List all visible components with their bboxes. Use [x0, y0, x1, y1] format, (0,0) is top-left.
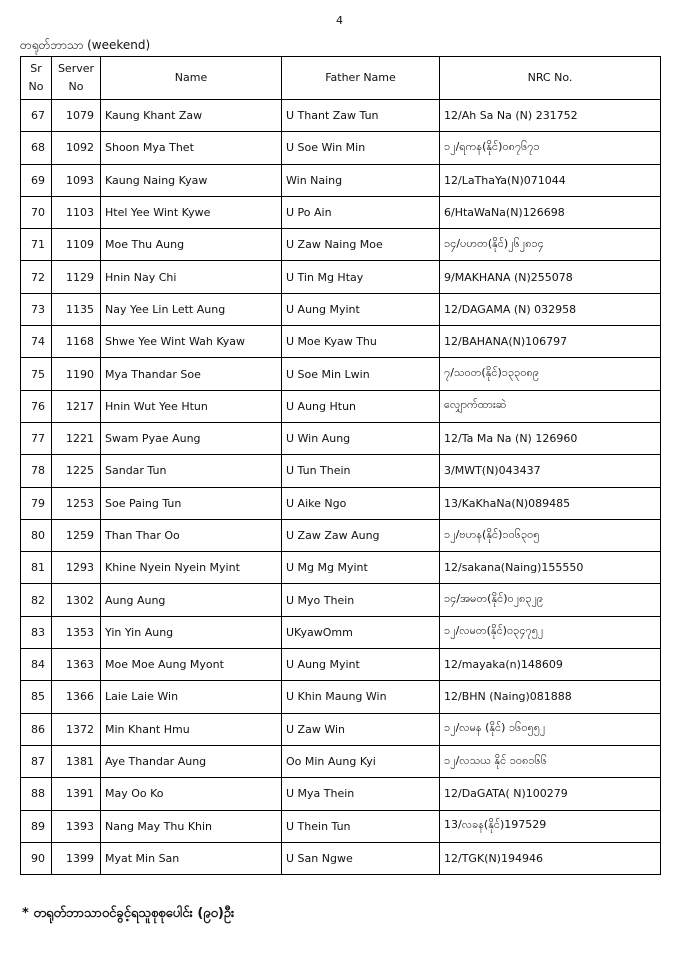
cell-father-name: U San Ngwe: [282, 842, 440, 874]
cell-father-name: U Tun Thein: [282, 455, 440, 487]
candidate-table: [20, 56, 661, 875]
cell-sr-no: 85: [21, 681, 52, 713]
table-row: [21, 390, 661, 422]
cell-server-no: 1399: [52, 842, 101, 874]
cell-nrc-no: ၇/သဝတ(နိုင်)၁၃၃၀၈၉: [440, 358, 661, 390]
header-father-name: Father Name: [282, 57, 440, 100]
cell-nrc-no: ၁၄/အမတ(နိုင်)၀၂၈၃၂၉: [440, 584, 661, 616]
cell-server-no: 1129: [52, 261, 101, 293]
cell-server-no: 1221: [52, 422, 101, 454]
table-row: [21, 229, 661, 261]
cell-sr-no: 90: [21, 842, 52, 874]
cell-nrc-no: 6/HtaWaNa(N)126698: [440, 196, 661, 228]
cell-nrc-no: ၁၂/လမန (နိုင်) ၁၆၀၅၅၂: [440, 713, 661, 745]
cell-nrc-no: 13/လခန(နိုင်)197529: [440, 810, 661, 842]
cell-sr-no: 78: [21, 455, 52, 487]
header-sr-no: [21, 57, 52, 100]
cell-nrc-no: 12/Ah Sa Na (N) 231752: [440, 100, 661, 132]
cell-father-name: U Thein Tun: [282, 810, 440, 842]
cell-name: Moe Moe Aung Myont: [101, 649, 282, 681]
table-row: [21, 713, 661, 745]
table-row: [21, 649, 661, 681]
cell-nrc-no: 12/TGK(N)194946: [440, 842, 661, 874]
table-row: [21, 164, 661, 196]
header-name: Name: [101, 57, 282, 100]
cell-name: Than Thar Oo: [101, 519, 282, 551]
cell-father-name: U Zaw Zaw Aung: [282, 519, 440, 551]
table-row: [21, 778, 661, 810]
cell-server-no: 1353: [52, 616, 101, 648]
header-server-line1: Server: [57, 62, 95, 75]
cell-server-no: 1366: [52, 681, 101, 713]
cell-sr-no: 77: [21, 422, 52, 454]
cell-nrc-no: 12/DaGATA( N)100279: [440, 778, 661, 810]
cell-name: Mya Thandar Soe: [101, 358, 282, 390]
table-row: [21, 810, 661, 842]
cell-nrc-no: 12/LaThaYa(N)071044: [440, 164, 661, 196]
cell-sr-no: 87: [21, 745, 52, 777]
header-nrc-no: NRC No.: [440, 57, 661, 100]
cell-name: Laie Laie Win: [101, 681, 282, 713]
cell-sr-no: 86: [21, 713, 52, 745]
table-row: [21, 552, 661, 584]
cell-name: Nang May Thu Khin: [101, 810, 282, 842]
cell-father-name: U Tin Mg Htay: [282, 261, 440, 293]
cell-nrc-no: 9/MAKHANA (N)255078: [440, 261, 661, 293]
cell-father-name: U Soe Win Min: [282, 132, 440, 164]
table-row: [21, 584, 661, 616]
cell-sr-no: 73: [21, 293, 52, 325]
table-row: [21, 422, 661, 454]
footnote-total: * တရုတ်ဘာသာဝင်ခွင့်ရသူစုစုပေါင်း (၉၀)ဦး: [22, 906, 235, 921]
cell-sr-no: 89: [21, 810, 52, 842]
cell-server-no: 1372: [52, 713, 101, 745]
cell-father-name: U Moe Kyaw Thu: [282, 326, 440, 358]
cell-father-name: U Aung Myint: [282, 649, 440, 681]
table-row: [21, 616, 661, 648]
table-row: [21, 132, 661, 164]
cell-father-name: Win Naing: [282, 164, 440, 196]
cell-father-name: Oo Min Aung Kyi: [282, 745, 440, 777]
cell-nrc-no: 12/sakana(Naing)155550: [440, 552, 661, 584]
table-row: [21, 196, 661, 228]
cell-server-no: 1393: [52, 810, 101, 842]
table-row: [21, 842, 661, 874]
cell-name: May Oo Ko: [101, 778, 282, 810]
cell-server-no: 1168: [52, 326, 101, 358]
cell-name: Soe Paing Tun: [101, 487, 282, 519]
cell-nrc-no: ၁၂/ရကန(နိုင်)၀၈၇၆၇၁: [440, 132, 661, 164]
cell-name: Aung Aung: [101, 584, 282, 616]
cell-nrc-no: ၁၂/လသယ နိုင် ၁၀၈၁၆၆: [440, 745, 661, 777]
cell-sr-no: 67: [21, 100, 52, 132]
cell-father-name: U Aike Ngo: [282, 487, 440, 519]
cell-sr-no: 84: [21, 649, 52, 681]
cell-server-no: 1363: [52, 649, 101, 681]
cell-name: Min Khant Hmu: [101, 713, 282, 745]
cell-father-name: U Win Aung: [282, 422, 440, 454]
cell-nrc-no: 12/DAGAMA (N) 032958: [440, 293, 661, 325]
table-row: [21, 745, 661, 777]
cell-father-name: U Zaw Naing Moe: [282, 229, 440, 261]
cell-name: Kaung Khant Zaw: [101, 100, 282, 132]
cell-father-name: U Thant Zaw Tun: [282, 100, 440, 132]
header-server-line2: No: [68, 80, 84, 93]
table-row: [21, 293, 661, 325]
cell-sr-no: 74: [21, 326, 52, 358]
cell-father-name: U Aung Htun: [282, 390, 440, 422]
table-row: [21, 487, 661, 519]
cell-nrc-no: ၁၂/ဗဟန(နိုင်)၁၀၆၃၀၅: [440, 519, 661, 551]
cell-name: Shoon Mya Thet: [101, 132, 282, 164]
table-row: [21, 261, 661, 293]
cell-name: Kaung Naing Kyaw: [101, 164, 282, 196]
cell-father-name: U Myo Thein: [282, 584, 440, 616]
cell-name: Aye Thandar Aung: [101, 745, 282, 777]
cell-sr-no: 68: [21, 132, 52, 164]
cell-father-name: U Soe Min Lwin: [282, 358, 440, 390]
cell-sr-no: 82: [21, 584, 52, 616]
section-title: တရုတ်ဘာသာ (weekend): [20, 38, 151, 52]
header-server-no: [52, 57, 101, 100]
cell-nrc-no: 12/BHN (Naing)081888: [440, 681, 661, 713]
cell-sr-no: 70: [21, 196, 52, 228]
cell-server-no: 1391: [52, 778, 101, 810]
cell-server-no: 1302: [52, 584, 101, 616]
cell-server-no: 1259: [52, 519, 101, 551]
cell-father-name: U Mya Thein: [282, 778, 440, 810]
table-row: [21, 455, 661, 487]
cell-name: Swam Pyae Aung: [101, 422, 282, 454]
cell-father-name: U Mg Mg Myint: [282, 552, 440, 584]
table-row: [21, 519, 661, 551]
cell-name: Yin Yin Aung: [101, 616, 282, 648]
cell-server-no: 1092: [52, 132, 101, 164]
page-number: 4: [336, 14, 343, 27]
cell-server-no: 1093: [52, 164, 101, 196]
cell-nrc-no: 13/KaKhaNa(N)089485: [440, 487, 661, 519]
cell-server-no: 1109: [52, 229, 101, 261]
cell-father-name: U Po Ain: [282, 196, 440, 228]
cell-sr-no: 72: [21, 261, 52, 293]
cell-server-no: 1217: [52, 390, 101, 422]
cell-name: Sandar Tun: [101, 455, 282, 487]
cell-sr-no: 88: [21, 778, 52, 810]
cell-nrc-no: ၁၄/ပဟတ(နိုင်)၂၆၂၈၁၄: [440, 229, 661, 261]
table-row: [21, 100, 661, 132]
cell-sr-no: 71: [21, 229, 52, 261]
cell-sr-no: 81: [21, 552, 52, 584]
cell-server-no: 1190: [52, 358, 101, 390]
cell-server-no: 1225: [52, 455, 101, 487]
cell-name: Myat Min San: [101, 842, 282, 874]
cell-sr-no: 76: [21, 390, 52, 422]
cell-server-no: 1103: [52, 196, 101, 228]
table-row: [21, 681, 661, 713]
cell-server-no: 1079: [52, 100, 101, 132]
cell-server-no: 1253: [52, 487, 101, 519]
cell-name: Moe Thu Aung: [101, 229, 282, 261]
table-body: [21, 100, 661, 875]
cell-nrc-no: ၁၂/လမတ(နိုင်)၀၃၄၇၅၂: [440, 616, 661, 648]
cell-nrc-no: 12/Ta Ma Na (N) 126960: [440, 422, 661, 454]
cell-name: Hnin Wut Yee Htun: [101, 390, 282, 422]
cell-father-name: U Zaw Win: [282, 713, 440, 745]
cell-sr-no: 79: [21, 487, 52, 519]
cell-nrc-no: လျှောက်ထားဆဲ: [440, 390, 661, 422]
cell-nrc-no: 12/BAHANA(N)106797: [440, 326, 661, 358]
cell-server-no: 1293: [52, 552, 101, 584]
table-row: [21, 326, 661, 358]
cell-sr-no: 75: [21, 358, 52, 390]
cell-sr-no: 69: [21, 164, 52, 196]
cell-nrc-no: 3/MWT(N)043437: [440, 455, 661, 487]
header-sr-line2: No: [28, 80, 44, 93]
cell-server-no: 1135: [52, 293, 101, 325]
cell-name: Shwe Yee Wint Wah Kyaw: [101, 326, 282, 358]
cell-sr-no: 83: [21, 616, 52, 648]
cell-nrc-no: 12/mayaka(n)148609: [440, 649, 661, 681]
table-header-row: [21, 57, 661, 100]
cell-name: Hnin Nay Chi: [101, 261, 282, 293]
cell-name: Htel Yee Wint Kywe: [101, 196, 282, 228]
table-row: [21, 358, 661, 390]
cell-name: Nay Yee Lin Lett Aung: [101, 293, 282, 325]
cell-name: Khine Nyein Nyein Myint: [101, 552, 282, 584]
cell-sr-no: 80: [21, 519, 52, 551]
cell-father-name: U Khin Maung Win: [282, 681, 440, 713]
cell-server-no: 1381: [52, 745, 101, 777]
cell-father-name: U Aung Myint: [282, 293, 440, 325]
header-sr-line1: Sr: [30, 62, 42, 75]
cell-father-name: UKyawOmm: [282, 616, 440, 648]
